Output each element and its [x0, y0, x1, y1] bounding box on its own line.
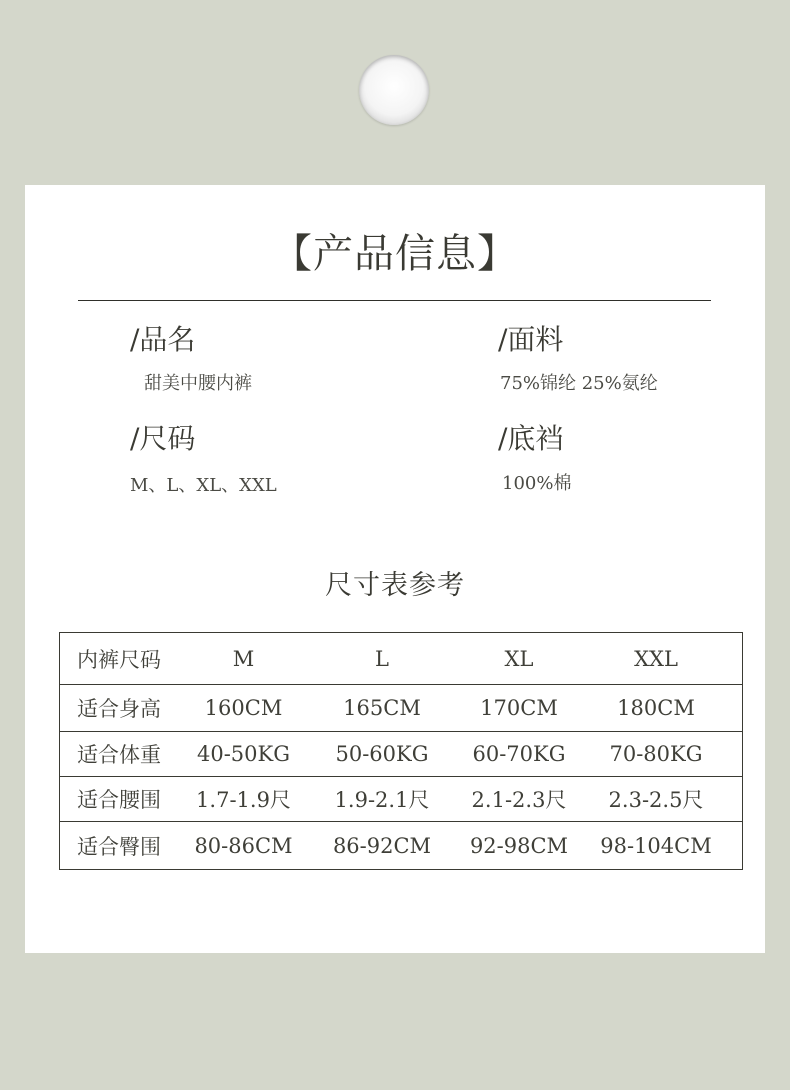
table-cell: 40-50KG — [196, 742, 290, 766]
fabric-value: 75%锦纶 25%氨纶 — [500, 373, 658, 394]
table-cell: L — [375, 646, 389, 671]
table-row — [60, 776, 742, 821]
table-cell: 98-104CM — [600, 834, 712, 858]
table-row — [60, 684, 742, 731]
table-cell: M — [232, 646, 255, 671]
table-cell: 86-92CM — [332, 834, 432, 858]
row-header: 适合身高 — [77, 697, 161, 721]
table-cell: 165CM — [343, 696, 421, 720]
row-header: 适合体重 — [77, 743, 161, 767]
row-header: 内裤尺码 — [77, 647, 161, 672]
title-divider — [78, 300, 711, 301]
table-cell: 1.7-1.9尺 — [196, 788, 291, 812]
product-name-value: 甜美中腰内裤 — [144, 373, 252, 394]
size-chart-title: 尺寸表参考 — [325, 570, 465, 601]
crotch-label: /底裆 — [498, 422, 564, 455]
table-cell: 92-98CM — [469, 834, 569, 858]
row-header: 适合臀围 — [77, 835, 161, 859]
size-label: /尺码 — [130, 422, 196, 455]
table-cell: 70-80KG — [609, 742, 703, 766]
table-cell: 60-70KG — [472, 742, 566, 766]
fabric-label: /面料 — [498, 323, 564, 356]
row-header: 适合腰围 — [77, 788, 161, 812]
table-cell: 180CM — [617, 696, 695, 720]
table-cell: 170CM — [480, 696, 558, 720]
table-cell: 50-60KG — [335, 742, 429, 766]
table-cell: 160CM — [204, 696, 283, 720]
table-cell: 1.9-2.1尺 — [334, 788, 430, 812]
table-row — [60, 633, 742, 684]
table-cell: 2.1-2.3尺 — [471, 788, 567, 812]
table-cell: 2.3-2.5尺 — [608, 788, 704, 812]
table-row — [60, 731, 742, 776]
table-cell: XL — [504, 646, 534, 671]
crotch-value: 100%棉 — [502, 473, 572, 494]
page-title: 【产品信息】 — [272, 231, 518, 277]
table-cell: XXL — [634, 646, 678, 671]
table-cell: 80-86CM — [194, 834, 293, 858]
hang-tag-hole — [359, 55, 429, 125]
size-chart-table — [59, 632, 743, 870]
product-name-label: /品名 — [130, 323, 196, 356]
table-row — [60, 821, 742, 870]
size-value: M、L、XL、XXL — [130, 475, 277, 496]
